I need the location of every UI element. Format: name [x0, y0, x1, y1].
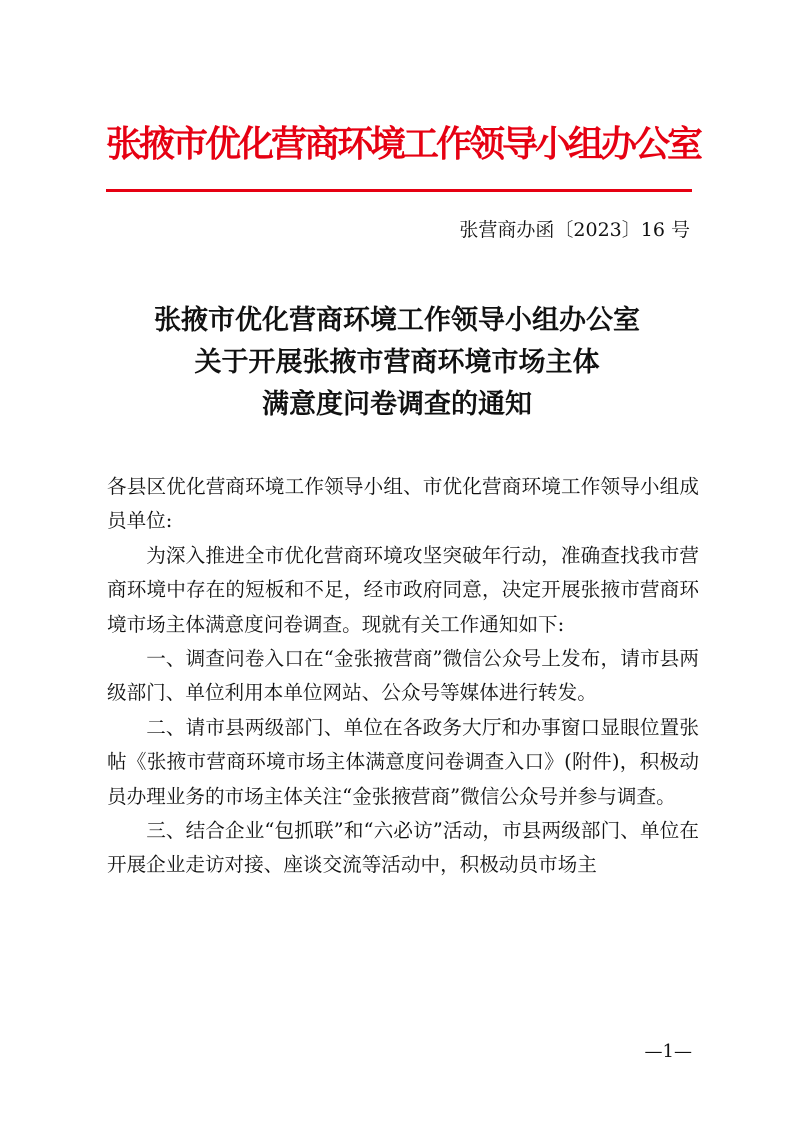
title-line-3: 满意度问卷调查的通知	[262, 389, 532, 420]
document-body	[107, 470, 699, 883]
document-title	[80, 300, 714, 426]
item-one-paragraph: 一、调查问卷入口在“金张掖营商”微信公众号上发布，请市县两级部门、单位利用本单位网站、公众号等媒体进行转发。	[107, 647, 699, 705]
title-line-2: 关于开展张掖市营商环境市场主体	[194, 347, 600, 378]
title-line-1: 张掖市优化营商环境工作领导小组办公室	[154, 305, 640, 336]
item-two-paragraph: 二、请市县两级部门、单位在各政务大厅和办事窗口显眼位置张帖《张掖市营商环境市场主体满意度问卷调查入口》(附件)，积极动员办理业务的市场主体关注“金张掖营商”微信公众号并参与调查。	[107, 715, 699, 808]
intro-paragraph: 为深入推进全市优化营商环境攻坚突破年行动，准确查找我市营商环境中存在的短板和不足，经市政府同意，决定开展张掖市营商环境市场主体满意度问卷调查。现就有关工作通知如下:	[107, 543, 699, 636]
addressee: 各县区优化营商环境工作领导小组、市优化营商环境工作领导小组成员单位:	[107, 475, 699, 533]
red-header-rule	[106, 189, 692, 192]
document-number: 张营商办函〔2023〕16 号	[459, 219, 690, 241]
page-number: —1—	[644, 1041, 692, 1062]
item-three-paragraph: 三、结合企业“包抓联”和“六必访”活动，市县两级部门、单位在开展企业走访对接、座谈交流等活动中，积极动员市场主	[107, 819, 699, 877]
issuing-office-header: 张掖市优化营商环境工作领导小组办公室	[106, 123, 701, 165]
